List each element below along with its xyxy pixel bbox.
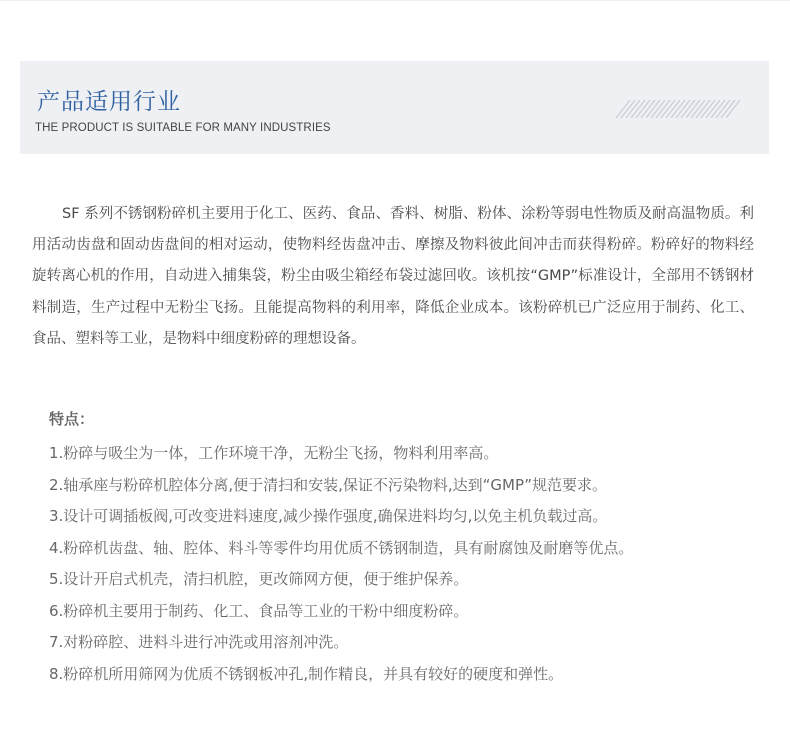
section-subtitle: THE PRODUCT IS SUITABLE FOR MANY INDUSTRIES bbox=[35, 122, 331, 134]
feature-item: 6.粉碎机主要用于制药、化工、食品等工业的干粉中细度粉碎。 bbox=[49, 601, 469, 620]
section-header bbox=[20, 61, 769, 154]
top-divider bbox=[0, 0, 790, 1]
feature-item: 4.粉碎机齿盘、轴、腔体、料斗等零件均用优质不锈钢制造，具有耐腐蚀及耐磨等优点。 bbox=[49, 538, 634, 557]
feature-item: 2.轴承座与粉碎机腔体分离,便于清扫和安装,保证不污染物料,达到“GMP”规范要求。 bbox=[49, 475, 608, 494]
intro-paragraph: SF 系列不锈钢粉碎机主要用于化工、医药、食品、香料、树脂、粉体、涂粉等弱电性物质及耐高温物质。利用活动齿盘和固动齿盘间的相对运动，使物料经齿盘冲击、摩擦及物料彼此间冲击而获得粉碎。粉碎好的物料经旋转离心机的作用，自动进入捕集袋，粉尘由吸尘箱经布袋过滤回收。该机按“GMP”标准设计，全部用不锈钢材料制造，生产过程中无粉尘飞扬。且能提高物料的利用率，降低企业成本。该粉碎机已广泛应用于制药、化工、食品、塑料等工业，是物料中细度粉碎的理想设备。 bbox=[32, 206, 754, 347]
features-list bbox=[49, 438, 633, 690]
feature-item: 5.设计开启式机壳，清扫机腔，更改筛网方便，便于维护保养。 bbox=[49, 570, 469, 588]
feature-item: 8.粉碎机所用筛网为优质不锈钢板冲孔,制作精良，并具有较好的硬度和弹性。 bbox=[49, 664, 564, 683]
section-title: 产品适用行业 bbox=[37, 89, 181, 115]
features-heading: 特点： bbox=[49, 410, 95, 428]
feature-item: 1.粉碎与吸尘为一体，工作环境干净，无粉尘飞扬，物料利用率高。 bbox=[49, 444, 499, 462]
decorative-stripes-icon bbox=[616, 100, 742, 118]
feature-item: 7.对粉碎腔、进料斗进行冲洗或用溶剂冲洗。 bbox=[49, 633, 349, 651]
feature-item: 3.设计可调插板阀,可改变进料速度,减少操作强度,确保进料均匀,以免主机负载过高。 bbox=[49, 507, 608, 525]
